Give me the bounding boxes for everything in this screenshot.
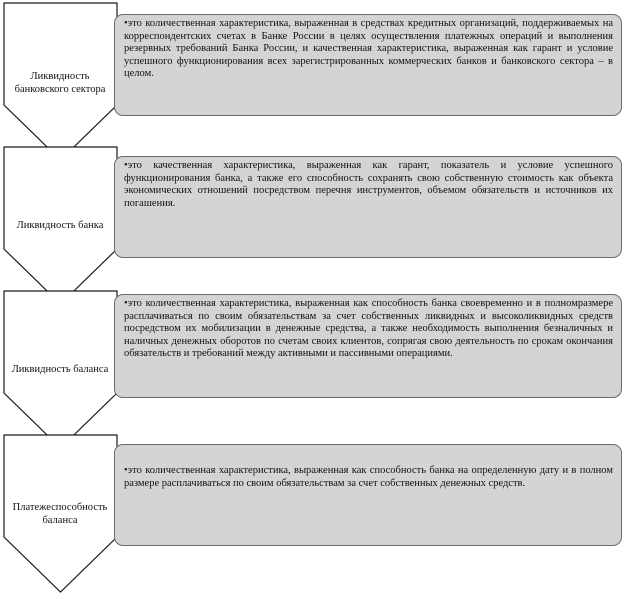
- row-bank-liquidity: [0, 146, 625, 306]
- row-description: •это качественная характеристика, выраженная как гарант, показатель и условие успешного функционирования банка, а также его способность сохранять свою собственную стоимость как объекта экономических отношений посредством перечня инструментов, объемом обязательств и источников их погашения.: [114, 156, 622, 258]
- row-balance-solvency: [0, 434, 625, 594]
- row-label: Ликвидность баланса: [11, 364, 109, 375]
- row-description: •это количественная характеристика, выраженная как способность банка своевременно и в полномразмере расплачиваться по своим обязательствам за счет собственных ликвидных и высоколиквидных средств посредством их мобилизации в денежные средства, а также необходимость выполнения безналичных и наличных денежных оборотов по счетам своих клиентов, сопрягая свою деятельность по срокам окончания обязательств и требований между активными и пассивными операциями.: [114, 294, 622, 398]
- row-description: •это количественная характеристика, выраженная в средствах кредитных организаций, поддерживаемых на корреспондентских счетах в Банке России в целях осуществления платежных операций и выполнения резервных требований Банка России, и качественная характеристика, выраженная как гарант и условие успешного функционирования всех зарегистрированных коммерческих банков и банковского сектора – в целом.: [114, 14, 622, 116]
- row-banking-sector-liquidity: [0, 2, 625, 162]
- row-label: Ликвидность банка: [16, 220, 104, 231]
- row-label: Ликвидность банковского сектора: [14, 71, 106, 95]
- row-description: •это количественная характеристика, выраженная как способность банка на определенную дату и в полном размере расплачиваться по своим обязательствам за счет собственных денежных средств.: [114, 444, 622, 546]
- row-label: Платежеспособность баланса: [12, 502, 108, 526]
- row-balance-liquidity: [0, 290, 625, 450]
